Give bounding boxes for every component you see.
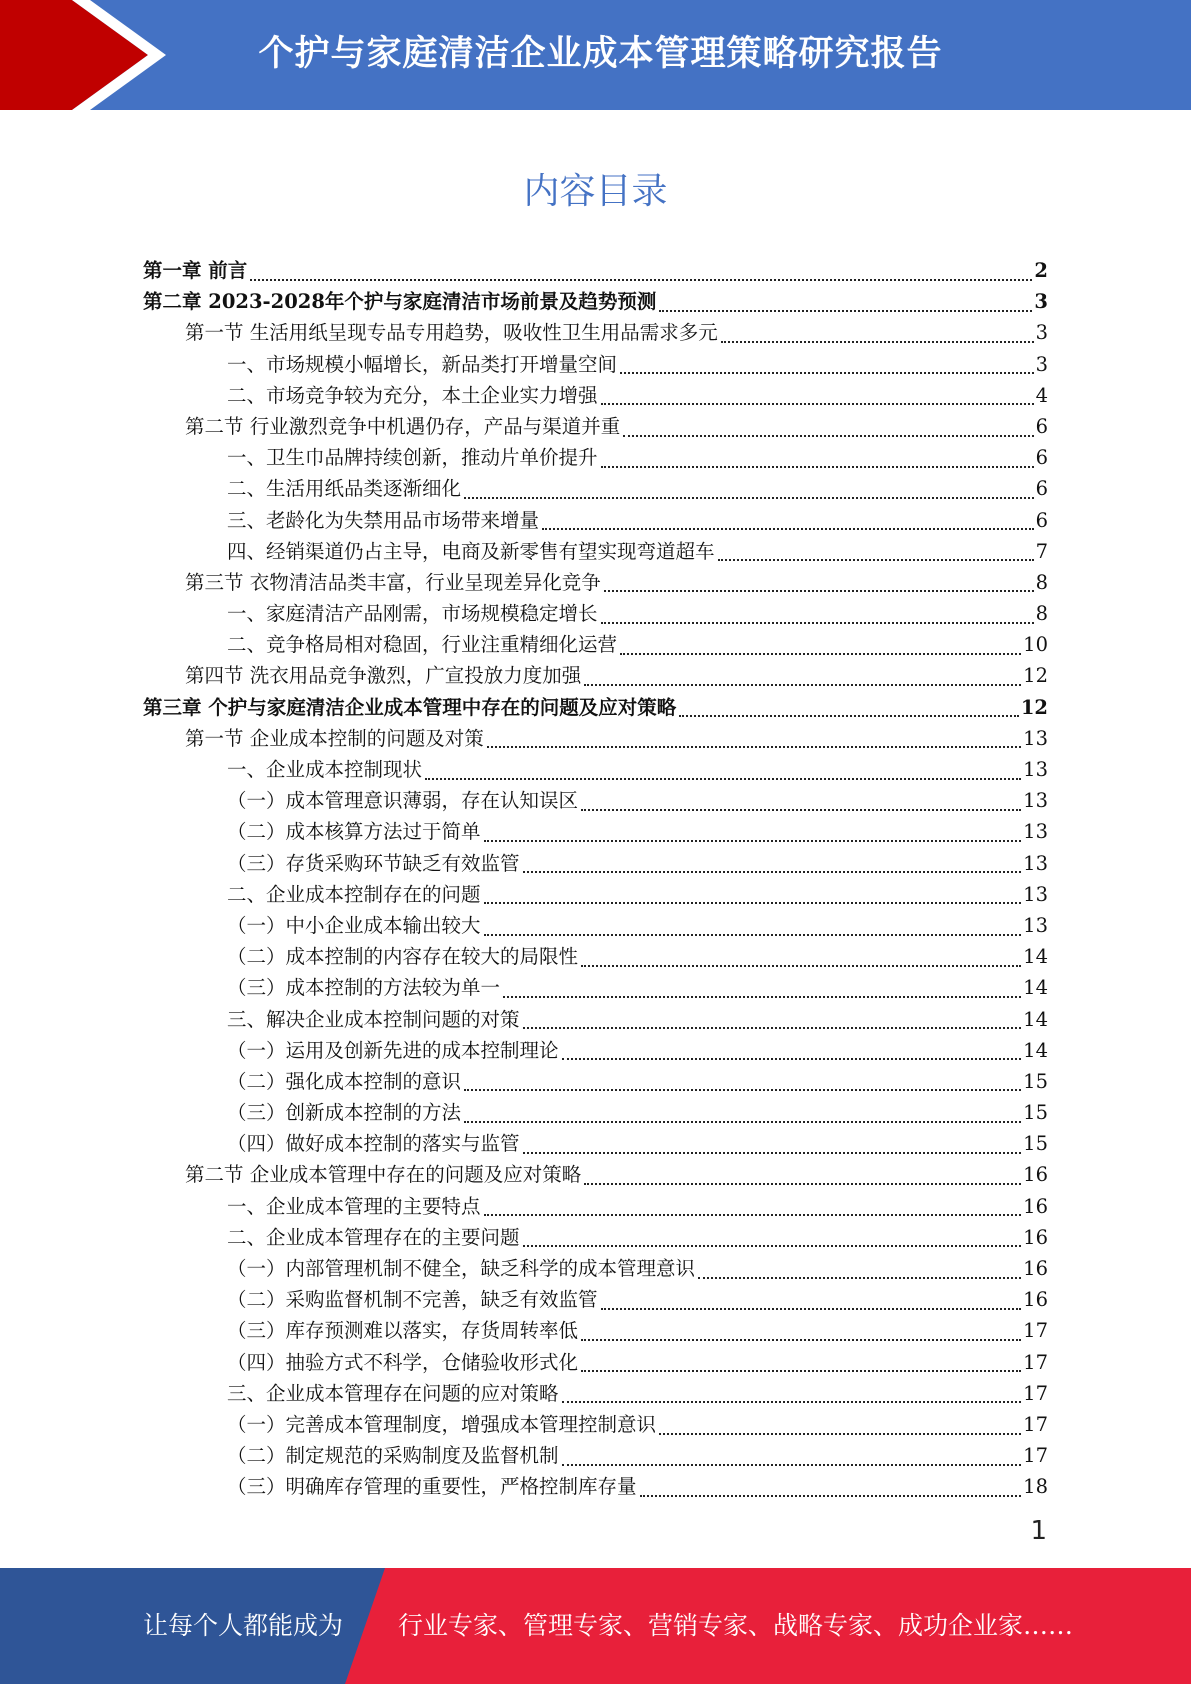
toc-entry-label: （一）内部管理机制不健全，缺乏科学的成本管理意识 [227,1257,696,1280]
toc-entry-label: （三）明确库存管理的重要性，严格控制库存量 [227,1475,637,1499]
toc-dot-leader [581,1339,1021,1341]
toc-entry-label: （二）采购监督机制不完善，缺乏有效监管 [227,1288,598,1312]
toc-dot-leader [562,1464,1022,1466]
toc-dot-leader [601,403,1034,405]
toc-dot-leader [523,1027,1022,1029]
toc-dot-leader [718,559,1034,561]
toc-dot-leader [584,684,1021,686]
toc-dot-leader [604,590,1034,592]
toc-entry-label: 一、家庭清洁产品刚需，市场规模稳定增长 [227,602,598,626]
toc-entry-label: 第一节 生活用纸呈现专品专用趋势，吸收性卫生用品需求多元 [185,321,718,345]
toc-entry-page: 6 [1035,477,1048,501]
toc-dot-leader [698,1277,1021,1279]
toc-entry[interactable] [143,286,1048,317]
toc-entry[interactable] [143,629,1048,660]
toc-entry-page: 15 [1023,1101,1048,1125]
toc-entry-label: 一、企业成本控制现状 [227,758,423,781]
toc-entry-label: 一、企业成本管理的主要特点 [227,1194,481,1218]
toc-entry-label: （一）中小企业成本输出较大 [227,913,481,937]
toc-dot-leader [464,1121,1021,1123]
toc-entry[interactable] [143,1097,1048,1128]
report-title: 个护与家庭清洁企业成本管理策略研究报告 [258,34,943,74]
toc-entry-label: （三）存货采购环节缺乏有效监管 [227,851,520,875]
toc-entry[interactable] [143,473,1048,504]
toc-entry-label: 三、企业成本管理存在问题的应对策略 [227,1381,559,1405]
toc-entry-page: 17 [1023,1412,1048,1436]
toc-dot-leader [464,1089,1021,1091]
toc-entry-page: 16 [1023,1225,1048,1249]
toc-entry-label: 第二章 2023-2028年个护与家庭清洁市场前景及趋势预测 [143,290,657,314]
toc-dot-leader [721,341,1034,343]
page-header [0,0,1191,110]
footer-slogan-right: 行业专家、管理专家、营销专家、战略专家、成功企业家…… [398,1611,1074,1640]
toc-dot-leader [659,310,1032,312]
toc-entry[interactable] [143,1315,1048,1346]
toc-dot-leader [581,1370,1021,1372]
toc-dot-leader [623,435,1033,437]
toc-entry-label: （二）成本核算方法过于简单 [227,820,481,844]
toc-entry[interactable] [143,692,1048,723]
toc-entry[interactable] [143,1347,1048,1378]
toc-dot-leader [487,746,1021,748]
toc-entry-label: 第二节 企业成本管理中存在的问题及应对策略 [185,1163,582,1187]
toc-entry[interactable] [143,255,1048,286]
toc-entry[interactable] [143,505,1048,536]
toc-entry[interactable] [143,1222,1048,1253]
toc-entry[interactable] [143,1066,1048,1097]
toc-dot-leader [640,1495,1022,1497]
toc-entry[interactable] [143,785,1048,816]
toc-entry-page: 10 [1023,633,1048,657]
toc-entry[interactable] [143,1471,1048,1502]
toc-entry[interactable] [143,1035,1048,1066]
toc-entry-label: 二、竞争格局相对稳固，行业注重精细化运营 [227,633,618,657]
toc-entry-page: 14 [1023,945,1048,969]
page-footer [0,1568,1191,1684]
toc-entry-label: 四、经销渠道仍占主导，电商及新零售有望实现弯道超车 [227,539,715,563]
toc-entry[interactable] [143,442,1048,473]
toc-entry-page: 17 [1023,1350,1048,1374]
toc-dot-leader [584,1183,1021,1185]
toc-entry[interactable] [143,1378,1048,1409]
toc-entry[interactable] [143,848,1048,879]
toc-dot-leader [659,1433,1021,1435]
page-number: 1 [1030,1516,1047,1546]
toc-dot-leader [503,996,1021,998]
toc-entry-label: 二、企业成本管理存在的主要问题 [227,1225,520,1249]
toc-entry-label: 第三章 个护与家庭清洁企业成本管理中存在的问题及应对策略 [143,695,677,719]
toc-title: 内容目录 [523,171,668,212]
toc-entry-page: 8 [1035,570,1048,594]
toc-entry-page: 16 [1023,1194,1048,1218]
toc-entry-page: 3 [1035,321,1048,345]
toc-entry[interactable] [143,349,1048,380]
toc-entry-page: 16 [1023,1288,1048,1312]
toc-dot-leader [542,528,1034,530]
toc-entry-label: 三、解决企业成本控制问题的对策 [227,1007,520,1031]
toc-entry-label: 二、企业成本控制存在的问题 [227,882,481,906]
toc-entry[interactable] [143,536,1048,567]
toc-entry-page: 6 [1035,414,1048,438]
toc-entry[interactable] [143,1440,1048,1471]
table-of-contents [143,255,1048,1503]
toc-dot-leader [484,840,1022,842]
toc-entry[interactable] [143,317,1048,348]
toc-entry-page: 12 [1020,695,1048,719]
footer-slogan-left: 让每个人都能成为 [143,1611,344,1640]
toc-dot-leader [425,778,1021,780]
toc-entry-page: 8 [1035,602,1048,626]
toc-entry-label: 第一章 前言 [143,259,248,282]
toc-entry-label: 二、市场竞争较为充分，本土企业实力增强 [227,383,598,407]
toc-dot-leader [250,279,1032,281]
toc-entry-page: 13 [1023,726,1048,750]
toc-entry-label: （二）制定规范的采购制度及监督机制 [227,1444,559,1468]
toc-entry-label: 第三节 衣物清洁品类丰富，行业呈现差异化竞争 [185,570,601,594]
toc-entry-page: 14 [1023,976,1048,1000]
toc-entry-label: 一、市场规模小幅增长，新品类打开增量空间 [227,352,618,376]
toc-entry-page: 18 [1023,1475,1048,1499]
toc-dot-leader [562,1058,1022,1060]
toc-entry-page: 13 [1023,820,1048,844]
toc-entry-label: 三、老龄化为失禁用品市场带来增量 [227,508,540,532]
toc-entry-page: 14 [1023,1007,1048,1031]
toc-dot-leader [484,1214,1022,1216]
toc-entry-page: 15 [1023,1132,1048,1156]
toc-entry-page: 16 [1023,1257,1048,1280]
toc-dot-leader [620,653,1021,655]
toc-dot-leader [523,871,1022,873]
toc-entry[interactable] [143,723,1048,754]
toc-dot-leader [523,1152,1022,1154]
toc-dot-leader [601,466,1034,468]
toc-entry[interactable] [143,754,1048,785]
toc-entry-label: （一）完善成本管理制度，增强成本管理控制意识 [227,1412,657,1436]
toc-dot-leader [484,902,1022,904]
toc-entry-label: （一）运用及创新先进的成本控制理论 [227,1038,559,1062]
toc-entry-label: 一、卫生巾品牌持续创新，推动片单价提升 [227,446,598,470]
toc-entry-page: 3 [1035,352,1048,376]
toc-entry-page: 13 [1023,789,1048,813]
toc-entry[interactable] [143,941,1048,972]
toc-entry-page: 13 [1023,758,1048,781]
toc-entry-page: 6 [1035,508,1048,532]
toc-entry[interactable] [143,816,1048,847]
toc-entry[interactable] [143,910,1048,941]
toc-entry[interactable] [143,1159,1048,1190]
toc-entry-label: （四）抽验方式不科学，仓储验收形式化 [227,1350,579,1374]
toc-entry-page: 6 [1035,446,1048,470]
toc-dot-leader [601,1308,1022,1310]
toc-entry[interactable] [143,411,1048,442]
toc-dot-leader [464,497,1034,499]
toc-entry-label: （二）成本控制的内容存在较大的局限性 [227,945,579,969]
toc-entry-page: 15 [1023,1069,1048,1093]
toc-entry-page: 13 [1023,913,1048,937]
toc-entry-page: 4 [1035,383,1048,407]
toc-entry[interactable] [143,1128,1048,1159]
toc-entry[interactable] [143,972,1048,1003]
toc-entry-page: 16 [1023,1163,1048,1187]
toc-dot-leader [581,965,1021,967]
toc-entry[interactable] [143,380,1048,411]
toc-entry[interactable] [143,1253,1048,1284]
toc-entry-page: 17 [1023,1444,1048,1468]
toc-entry-label: 第一节 企业成本控制的问题及对策 [185,726,484,750]
toc-entry[interactable] [143,1409,1048,1440]
toc-entry[interactable] [143,879,1048,910]
toc-entry-page: 14 [1023,1038,1048,1062]
toc-entry-label: （三）创新成本控制的方法 [227,1101,462,1125]
toc-entry-label: （三）库存预测难以落实，存货周转率低 [227,1319,579,1343]
toc-entry-page: 17 [1023,1319,1048,1343]
toc-entry-page: 2 [1034,259,1048,282]
toc-entry-label: 第四节 洗衣用品竞争激烈，广宣投放力度加强 [185,664,582,688]
toc-dot-leader [562,1401,1022,1403]
toc-dot-leader [523,1245,1022,1247]
toc-entry[interactable] [143,1284,1048,1315]
toc-dot-leader [620,372,1034,374]
toc-entry[interactable] [143,598,1048,629]
toc-dot-leader [679,715,1019,717]
toc-entry-label: （四）做好成本控制的落实与监管 [227,1132,520,1156]
toc-entry-page: 17 [1023,1381,1048,1405]
toc-entry-page: 7 [1035,539,1048,563]
toc-entry[interactable] [143,567,1048,598]
toc-entry[interactable] [143,1191,1048,1222]
toc-dot-leader [601,622,1034,624]
toc-dot-leader [581,809,1021,811]
toc-entry-label: （二）强化成本控制的意识 [227,1069,462,1093]
toc-entry-page: 12 [1023,664,1048,688]
toc-entry-label: 第二节 行业激烈竞争中机遇仍存，产品与渠道并重 [185,414,621,438]
toc-entry-label: 二、生活用纸品类逐渐细化 [227,477,462,501]
toc-entry-page: 13 [1023,882,1048,906]
toc-dot-leader [484,934,1022,936]
toc-entry[interactable] [143,660,1048,691]
toc-entry-label: （一）成本管理意识薄弱，存在认知误区 [227,789,579,813]
toc-entry[interactable] [143,1004,1048,1035]
toc-entry-label: （三）成本控制的方法较为单一 [227,976,501,1000]
toc-entry-page: 3 [1034,290,1048,314]
toc-entry-page: 13 [1023,851,1048,875]
